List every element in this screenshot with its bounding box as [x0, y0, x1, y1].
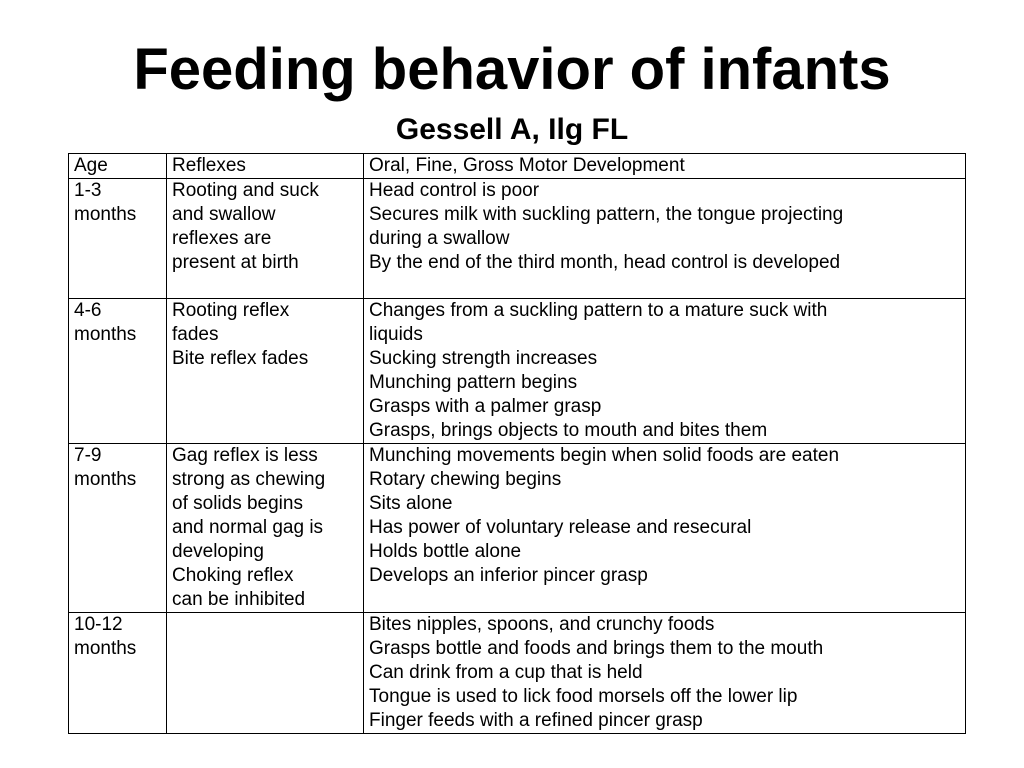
- development-cell: [364, 613, 966, 734]
- column-header-reflexes: Reflexes: [167, 154, 364, 179]
- reflexes-cell: [167, 299, 364, 444]
- reflexes-cell: [167, 179, 364, 299]
- development-line: liquids: [369, 324, 423, 345]
- development-line: Holds bottle alone: [369, 541, 522, 562]
- development-line: Munching pattern begins: [369, 372, 578, 393]
- age-line: months: [74, 324, 137, 345]
- reflexes-cell: [167, 613, 364, 734]
- reflex-line: can be inhibited: [172, 589, 306, 610]
- development-line: during a swallow: [369, 228, 510, 249]
- development-line: Has power of voluntary release and resecural: [369, 517, 752, 538]
- table-row: [69, 444, 966, 613]
- development-line: Grasps with a palmer grasp: [369, 396, 602, 417]
- reflex-line: present at birth: [172, 252, 299, 273]
- reflex-line: Rooting and suck: [172, 180, 319, 201]
- development-line: Rotary chewing begins: [369, 469, 562, 490]
- development-line: Bites nipples, spoons, and crunchy foods: [369, 614, 715, 635]
- table-row: [69, 299, 966, 444]
- development-line: Grasps bottle and foods and brings them to the mouth: [369, 638, 824, 659]
- slide-subtitle: Gessell A, Ilg FL: [395, 113, 629, 146]
- development-line: Develops an inferior pincer grasp: [369, 565, 648, 586]
- age-line: 7-9: [74, 445, 102, 466]
- development-line: Tongue is used to lick food morsels off the lower lip: [369, 686, 798, 707]
- development-line: Head control is poor: [369, 180, 540, 201]
- development-line: Secures milk with suckling pattern, the tongue projecting: [369, 204, 844, 225]
- development-line: Changes from a suckling pattern to a mature suck with: [369, 300, 828, 321]
- development-cell: [364, 299, 966, 444]
- age-cell: [69, 299, 167, 444]
- age-line: 1-3: [74, 180, 102, 201]
- development-line: Munching movements begin when solid foods are eaten: [369, 445, 840, 466]
- age-cell: [69, 179, 167, 299]
- age-cell: [69, 613, 167, 734]
- feeding-behavior-table: [68, 153, 966, 734]
- development-line: Sucking strength increases: [369, 348, 598, 369]
- column-header-development: Oral, Fine, Gross Motor Development: [364, 154, 966, 179]
- reflex-line: developing: [172, 541, 264, 562]
- age-line: months: [74, 638, 137, 659]
- reflexes-cell: [167, 444, 364, 613]
- reflex-line: fades: [172, 324, 219, 345]
- reflex-line: reflexes are: [172, 228, 272, 249]
- age-line: months: [74, 204, 137, 225]
- reflex-line: of solids begins: [172, 493, 303, 514]
- table-row: [69, 613, 966, 734]
- age-line: 10-12: [74, 614, 123, 635]
- table-header-row: [69, 154, 966, 179]
- reflex-line: Rooting reflex: [172, 300, 290, 321]
- reflex-line: and normal gag is: [172, 517, 324, 538]
- table-row: [69, 179, 966, 299]
- development-line: Finger feeds with a refined pincer grasp: [369, 710, 703, 731]
- reflex-line: Choking reflex: [172, 565, 294, 586]
- age-line: months: [74, 469, 137, 490]
- development-line: Can drink from a cup that is held: [369, 662, 643, 683]
- development-cell: [364, 444, 966, 613]
- reflex-line: Gag reflex is less: [172, 445, 318, 466]
- column-header-age: Age: [69, 154, 167, 179]
- reflex-line: and swallow: [172, 204, 276, 225]
- development-line: By the end of the third month, head control is developed: [369, 252, 841, 273]
- development-line: Grasps, brings objects to mouth and bites them: [369, 420, 768, 441]
- age-cell: [69, 444, 167, 613]
- age-line: 4-6: [74, 300, 102, 321]
- reflex-line: Bite reflex fades: [172, 348, 309, 369]
- development-line: Sits alone: [369, 493, 453, 514]
- reflex-line: strong as chewing: [172, 469, 326, 490]
- development-cell: [364, 179, 966, 299]
- slide-title: Feeding behavior of infants: [133, 37, 891, 102]
